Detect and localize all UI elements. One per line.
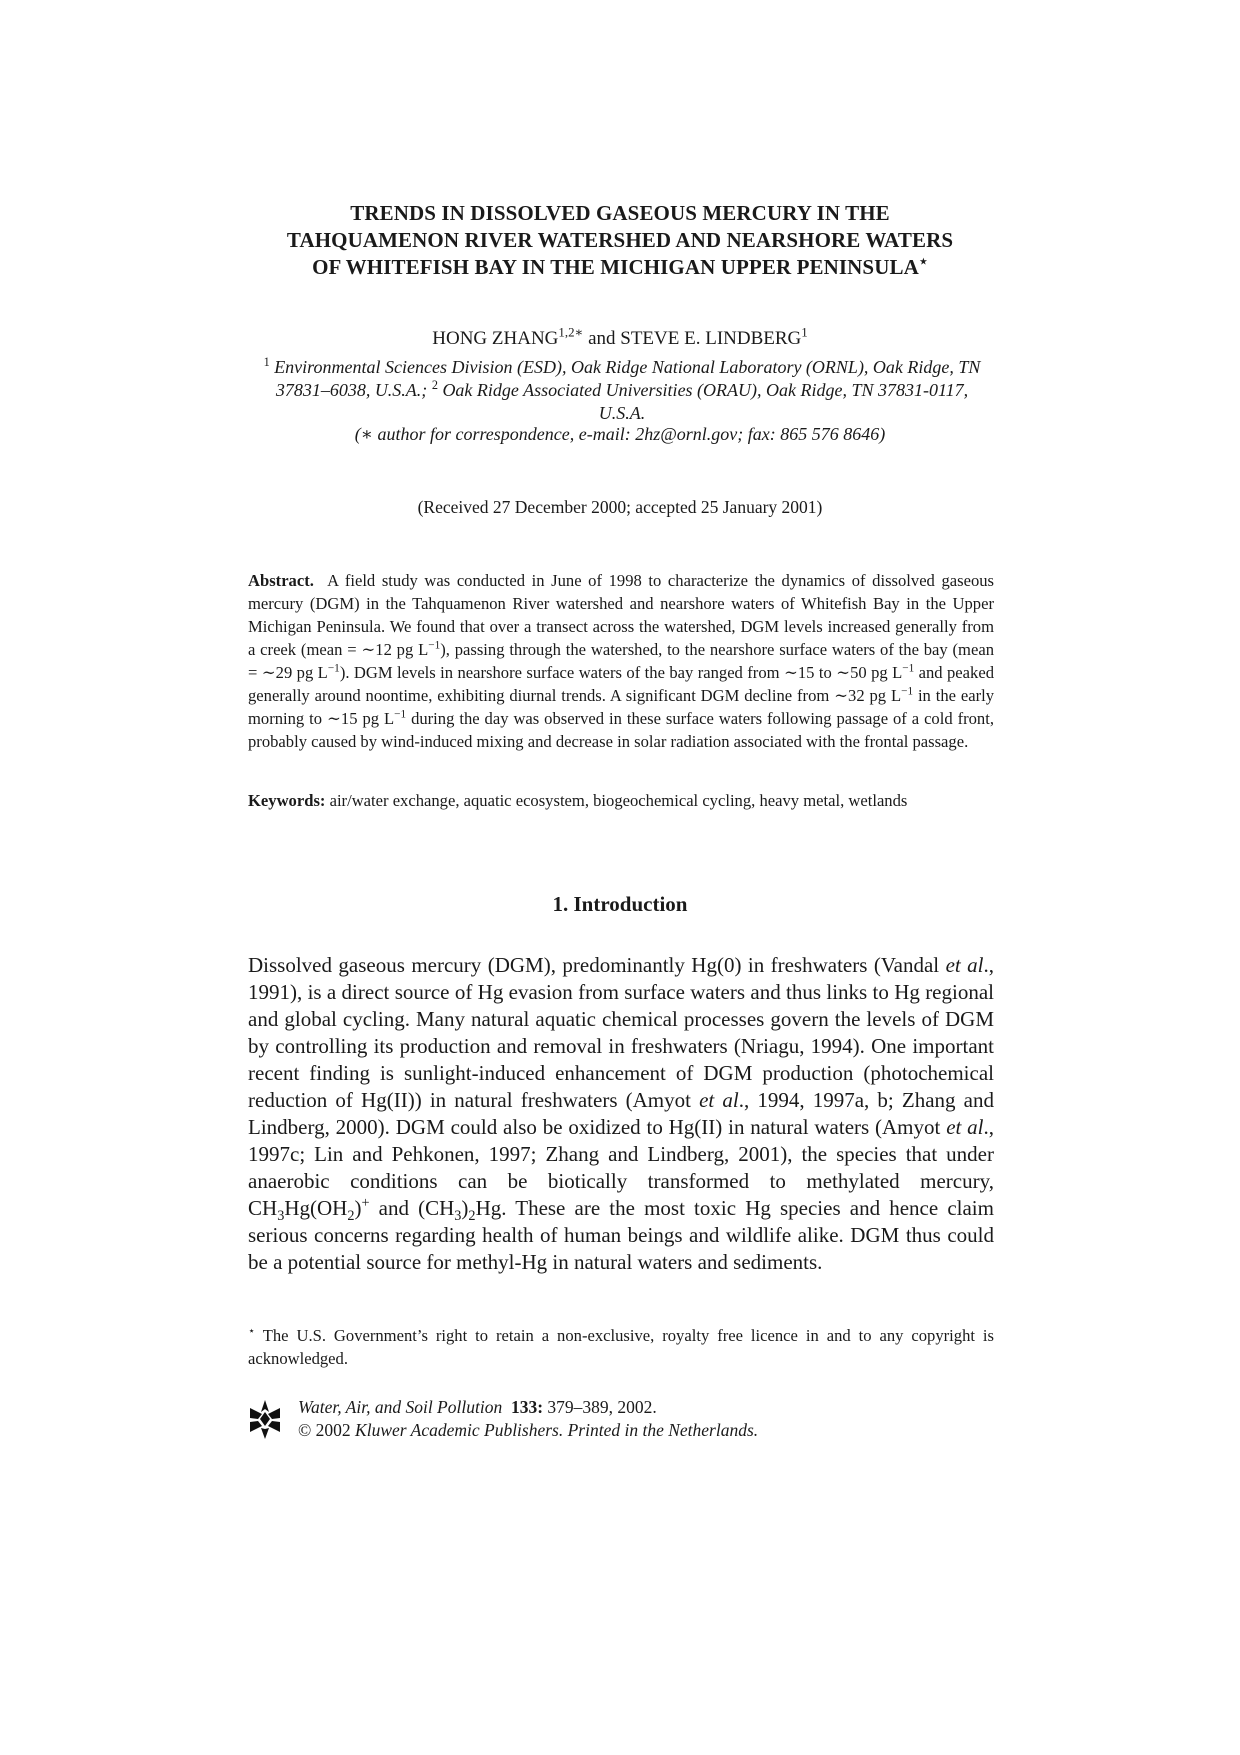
affiliation-line-2	[248, 379, 996, 402]
intro-sub-2: 2	[347, 1208, 355, 1225]
publisher-logo-icon	[248, 1398, 282, 1440]
title-line-3-text: OF WHITEFISH BAY IN THE MICHIGAN UPPER PENINSULA	[312, 255, 919, 279]
journal-lines	[298, 1396, 758, 1442]
intro-sub-3: 3	[454, 1208, 462, 1225]
affiliation-line-3: U.S.A.	[598, 403, 646, 423]
journal-copyright	[298, 1419, 758, 1442]
abstract-text-4: and peaked generally around noontime, exhibiting diurnal trends. A significant DGM decline from ∼32 pg L	[248, 663, 994, 705]
affil-1-text-cont: 37831–6038, U.S.A.;	[275, 380, 432, 400]
intro-text-9: Hg. These are the most toxic Hg species and hence claim serious concerns regarding health of human beings and wildlife alike. DGM thus could be a potential source for methyl-Hg in natural waters and sediments.	[248, 1196, 994, 1274]
affil-2-mark: 2	[431, 378, 438, 392]
section-heading-introduction: 1. Introduction	[552, 892, 688, 916]
journal-volume: 133:	[510, 1397, 544, 1417]
abstract-paragraph	[248, 569, 994, 753]
footnote-text: The U.S. Government’s right to retain a non-exclusive, royalty free licence in and to any copyright is acknowledged.	[248, 1326, 994, 1368]
intro-sup-1: +	[361, 1195, 370, 1211]
footnote	[248, 1324, 994, 1370]
abstract-unit-exp-1: −1	[428, 639, 441, 652]
abstract-label: Abstract.	[248, 571, 314, 590]
abstract-unit-exp-3: −1	[902, 662, 915, 675]
intro-et-al-1: et al	[945, 953, 984, 977]
title-line-1: TRENDS IN DISSOLVED GASEOUS MERCURY IN THE	[350, 201, 890, 225]
intro-text-5: Hg(OH	[284, 1196, 348, 1220]
publisher-name: Kluwer Academic Publishers. Printed in the Netherlands.	[355, 1420, 759, 1440]
footnote-mark: ⋆	[248, 1325, 256, 1338]
intro-sub-1: 3	[277, 1208, 285, 1225]
abstract-text-2: ), passing through the watershed, to the nearshore surface waters of the bay (mean = ∼29 pg L	[248, 640, 994, 682]
abstract-text-1: A field study was conducted in June of 1998 to characterize the dynamics of dissolved gaseous mercury (DGM) in the Tahquamenon River watershed and nearshore waters of Whitefish Bay in the Upper Michigan Peninsula. We found that over a transect across the watershed, DGM levels increased generally from a creek (mean = ∼12 pg L	[248, 571, 994, 659]
intro-text-4: ., 1997c; Lin and Pehkonen, 1997; Zhang and Lindberg, 2001), the species that under anaerobic conditions can be biotically transformed to methylated mercury, CH	[248, 1115, 995, 1220]
journal-citation	[298, 1396, 758, 1419]
intro-et-al-2: et al	[699, 1088, 739, 1112]
correspondence: (∗ author for correspondence, e-mail: 2hz@ornl.gov; fax: 865 576 8646)	[354, 424, 886, 444]
intro-text-1: Dissolved gaseous mercury (DGM), predominantly Hg(0) in freshwaters (Vandal	[248, 953, 946, 977]
author-list	[200, 324, 1040, 350]
author-1: HONG ZHANG	[432, 328, 559, 349]
intro-sub-4: 2	[468, 1208, 476, 1225]
keywords-label: Keywords:	[248, 791, 326, 810]
abstract-unit-exp-2: −1	[327, 662, 340, 675]
intro-text-8: )	[461, 1196, 469, 1220]
affiliation-line-1	[248, 356, 996, 379]
abstract	[248, 569, 994, 753]
affil-2-text: Oak Ridge Associated Universities (ORAU), Oak Ridge, TN 37831-0117,	[437, 380, 969, 400]
intro-text-7: and (CH	[369, 1196, 455, 1220]
abstract-unit-exp-4: −1	[901, 685, 914, 698]
keywords-text: air/water exchange, aquatic ecosystem, biogeochemical cycling, heavy metal, wetlands	[325, 791, 908, 810]
introduction-paragraph	[248, 952, 994, 1276]
title-line-3	[200, 254, 1040, 281]
author-conjunction: and	[583, 328, 621, 349]
title-line-2: TAHQUAMENON RIVER WATERSHED AND NEARSHORE WATERS	[286, 228, 954, 252]
received-dates: (Received 27 December 2000; accepted 25 January 2001)	[417, 497, 823, 517]
journal-name: Water, Air, and Soil Pollution	[298, 1397, 503, 1417]
affiliations	[248, 356, 996, 425]
intro-et-al-3: et al	[946, 1115, 984, 1139]
author-2-affil: 1	[801, 324, 808, 340]
title-footnote-mark: ⋆	[918, 254, 928, 270]
abstract-text-6: during the day was observed in these surface waters following passage of a cold front, probably caused by wind-induced mixing and decrease in solar radiation associated with the frontal passage.	[248, 709, 994, 751]
intro-text-2: ., 1991), is a direct source of Hg evasion from surface waters and thus links to Hg regional and global cycling. Many natural aquatic chemical processes govern the levels of DGM by controlling its production and removal in freshwaters (Nriagu, 1994). One important recent finding is sunlight-induced enhancement of DGM production (photochemical reduction of Hg(II)) in natural freshwaters (Amyot	[248, 953, 994, 1112]
abstract-text-3: ). DGM levels in nearshore surface waters of the bay ranged from ∼15 to ∼50 pg L	[339, 663, 903, 682]
affil-1-mark: 1	[263, 355, 270, 369]
abstract-unit-exp-5: −1	[394, 708, 407, 721]
journal-pages: 379–389, 2002.	[543, 1397, 657, 1417]
copyright-year: © 2002	[298, 1420, 356, 1440]
intro-text-6: )	[354, 1196, 362, 1220]
keywords	[248, 791, 1008, 811]
author-2: STEVE E. LINDBERG	[620, 328, 802, 349]
abstract-text-5: in the early morning to ∼15 pg L	[248, 686, 995, 728]
affil-1-text: Environmental Sciences Division (ESD), Oak Ridge National Laboratory (ORNL), Oak Ridge, TN	[269, 357, 981, 377]
paper-title	[200, 200, 1040, 281]
author-1-affil: 1,2∗	[558, 324, 584, 340]
intro-text-3: ., 1994, 1997a, b; Zhang and Lindberg, 2000). DGM could also be oxidized to Hg(II) in natural waters (Amyot	[248, 1088, 994, 1139]
